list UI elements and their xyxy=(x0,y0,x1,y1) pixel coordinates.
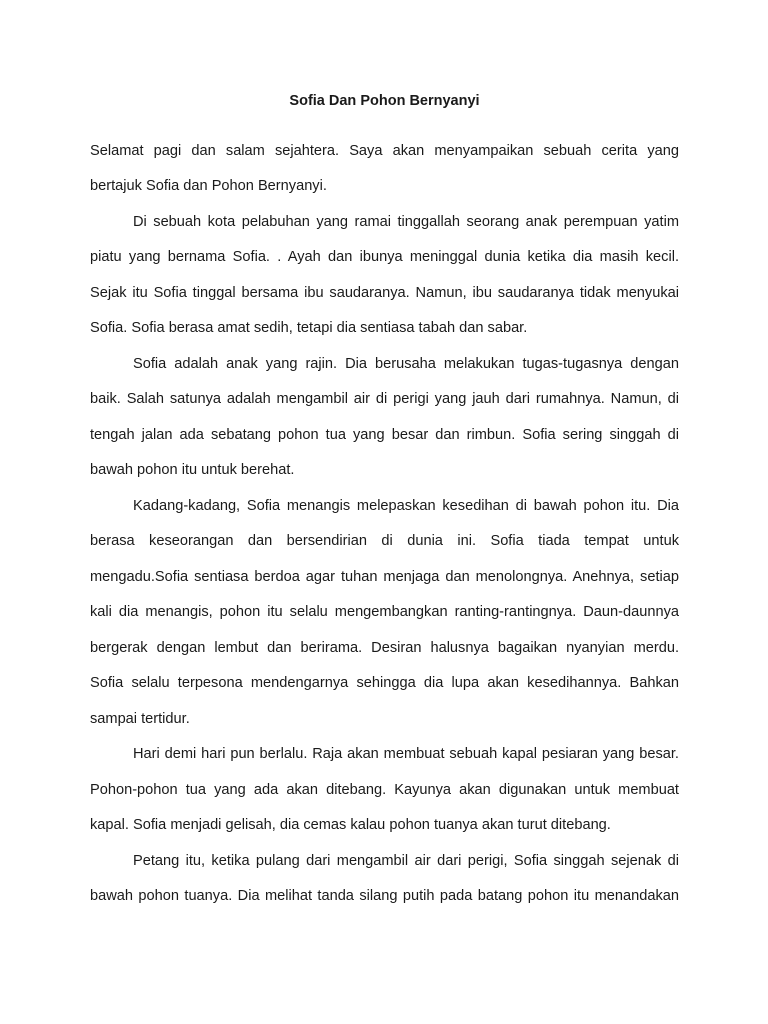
text-line: berasa keseorangan dan bersendirian di dunia ini. Sofia tiada tempat untuk xyxy=(90,533,679,549)
text-line: baik. Salah satunya adalah mengambil air di perigi yang jauh dari rumahnya. Namun, di xyxy=(90,391,679,407)
text-line: Hari demi hari pun berlalu. Raja akan membuat sebuah kapal pesiaran yang besar. xyxy=(133,746,679,762)
text-line: Selamat pagi dan salam sejahtera. Saya akan menyampaikan sebuah cerita yang xyxy=(90,143,679,159)
text-line: kali dia menangis, pohon itu selalu mengembangkan ranting-rantingnya. Daun-daunnya xyxy=(90,604,679,620)
text-line: bergerak dengan lembut dan berirama. Desiran halusnya bagaikan nyanyian merdu. xyxy=(90,640,679,656)
text-line: Pohon-pohon tua yang ada akan ditebang. Kayunya akan digunakan untuk membuat xyxy=(90,782,679,798)
text-line: tengah jalan ada sebatang pohon tua yang besar dan rimbun. Sofia sering singgah di xyxy=(90,427,679,443)
text-line: Di sebuah kota pelabuhan yang ramai tinggallah seorang anak perempuan yatim xyxy=(133,214,679,230)
text-line: Sofia adalah anak yang rajin. Dia berusaha melakukan tugas-tugasnya dengan xyxy=(133,356,679,372)
text-line: sampai tertidur. xyxy=(90,711,190,727)
text-line: bawah pohon tuanya. Dia melihat tanda silang putih pada batang pohon itu menandakan xyxy=(90,888,679,904)
text-line: bertajuk Sofia dan Pohon Bernyanyi. xyxy=(90,178,327,194)
text-line: Petang itu, ketika pulang dari mengambil air dari perigi, Sofia singgah sejenak di xyxy=(133,853,679,869)
text-line: Sejak itu Sofia tinggal bersama ibu saudaranya. Namun, ibu saudaranya tidak menyukai xyxy=(90,285,679,301)
document-title: Sofia Dan Pohon Bernyanyi xyxy=(289,93,480,109)
text-line: bawah pohon itu untuk berehat. xyxy=(90,462,295,478)
text-line: Sofia. Sofia berasa amat sedih, tetapi dia sentiasa tabah dan sabar. xyxy=(90,320,528,336)
document-page xyxy=(90,0,679,1024)
text-line: piatu yang bernama Sofia. . Ayah dan ibunya meninggal dunia ketika dia masih kecil. xyxy=(90,249,679,265)
text-line: mengadu.Sofia sentiasa berdoa agar tuhan menjaga dan menolongnya. Anehnya, setiap xyxy=(90,569,679,585)
text-line: Sofia selalu terpesona mendengarnya sehingga dia lupa akan kesedihannya. Bahkan xyxy=(90,675,679,691)
text-line: Kadang-kadang, Sofia menangis melepaskan kesedihan di bawah pohon itu. Dia xyxy=(133,498,679,514)
text-line: kapal. Sofia menjadi gelisah, dia cemas kalau pohon tuanya akan turut ditebang. xyxy=(90,817,611,833)
